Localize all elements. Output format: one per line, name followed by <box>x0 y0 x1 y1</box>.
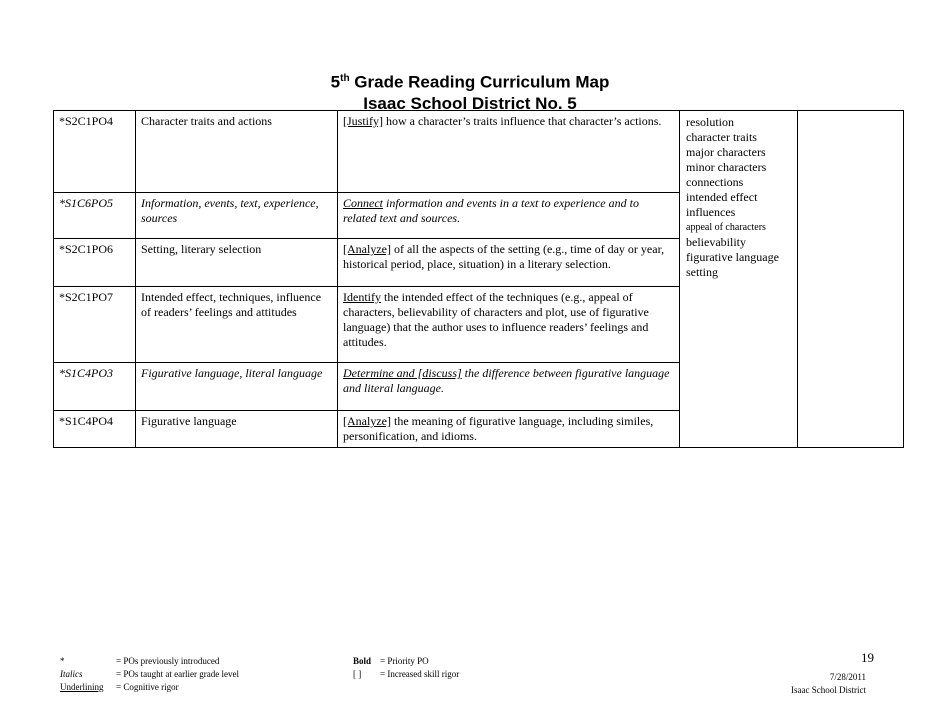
legend-bold-def: = Priority PO <box>380 656 429 666</box>
footer-legend-left <box>60 655 260 694</box>
po-code-cell: *S2C1PO6 <box>54 239 136 287</box>
description-text: how a character’s traits influence that character’s actions. <box>383 114 662 128</box>
vocabulary-term: connections <box>686 175 744 189</box>
topic-cell: Intended effect, techniques, influence of readers’ feelings and attitudes <box>136 287 338 363</box>
vocabulary-term: major characters <box>686 145 766 159</box>
description-text: the meaning of figurative language, including similes, personification, and idioms. <box>343 414 654 443</box>
description-text: information and events in a text to experience and to related text and sources. <box>343 196 639 225</box>
title-line-1: 5th Grade Reading Curriculum Map <box>330 72 610 92</box>
topic-cell: Information, events, text, experience, sources <box>136 193 338 239</box>
po-code-cell: *S1C4PO3 <box>54 363 136 411</box>
cognitive-verb: Determine and [discuss] <box>343 366 462 380</box>
legend-italics: Italics <box>60 669 83 679</box>
cognitive-verb: Identify <box>343 290 381 304</box>
page-number: 19 <box>861 650 874 665</box>
description-text: of all the aspects of the setting (e.g., time of day or year, historical period, place, situation) in a literary selection. <box>343 242 665 271</box>
vocabulary-term: influences <box>686 205 736 219</box>
curriculum-table <box>53 110 904 448</box>
legend-underlining: Underlining <box>60 682 104 692</box>
vocabulary-term: resolution <box>686 115 734 129</box>
topic-cell: Figurative language <box>136 411 338 448</box>
vocabulary-term: appeal of characters <box>686 222 766 233</box>
page-title <box>260 68 680 114</box>
legend-italics-def: = POs taught at earlier grade level <box>116 669 240 679</box>
footer-district: Isaac School District <box>791 685 866 695</box>
vocabulary-term: figurative language <box>686 250 779 264</box>
legend-underlining-def: = Cognitive rigor <box>116 682 179 692</box>
po-code-cell: *S2C1PO4 <box>54 111 136 193</box>
cognitive-verb: [Justify] <box>343 114 383 128</box>
po-code-cell: *S1C4PO4 <box>54 411 136 448</box>
cognitive-verb: [Analyze] <box>343 414 391 428</box>
legend-brackets-def: = Increased skill rigor <box>380 669 460 679</box>
notes-cell <box>798 111 904 448</box>
footer-legend-right <box>353 655 553 681</box>
vocabulary-term: setting <box>686 265 718 279</box>
po-code-cell: *S2C1PO7 <box>54 287 136 363</box>
vocabulary-term: believability <box>686 235 746 249</box>
description-cell <box>338 111 680 193</box>
title-line-2: Isaac School District No. 5 <box>363 93 577 113</box>
table-row <box>54 111 904 193</box>
vocabulary-term: intended effect <box>686 190 758 204</box>
footer-date: 7/28/2011 <box>829 672 866 682</box>
legend-bold: Bold <box>353 656 372 666</box>
description-cell <box>338 193 680 239</box>
legend-brackets: [ ] <box>353 669 362 679</box>
topic-cell: Figurative language, literal language <box>136 363 338 411</box>
cognitive-verb: Connect <box>343 196 383 210</box>
topic-cell: Setting, literary selection <box>136 239 338 287</box>
vocabulary-term: minor characters <box>686 160 767 174</box>
description-cell <box>338 287 680 363</box>
vocabulary-term: character traits <box>686 130 757 144</box>
cognitive-verb: [Analyze] <box>343 242 391 256</box>
description-text: the difference between figurative language and literal language. <box>343 366 670 395</box>
description-cell <box>338 363 680 411</box>
description-text: the intended effect of the techniques (e.g., appeal of characters, believability of characters and plot, use of figurative language) that the author uses to influence readers’ feelings and attitudes. <box>343 290 649 349</box>
vocabulary-cell <box>680 111 798 448</box>
description-cell <box>338 239 680 287</box>
po-code-cell: *S1C6PO5 <box>54 193 136 239</box>
legend-star-def: = POs previously introduced <box>116 656 220 666</box>
description-cell <box>338 411 680 448</box>
legend-star: * <box>60 656 65 666</box>
topic-cell: Character traits and actions <box>136 111 338 193</box>
